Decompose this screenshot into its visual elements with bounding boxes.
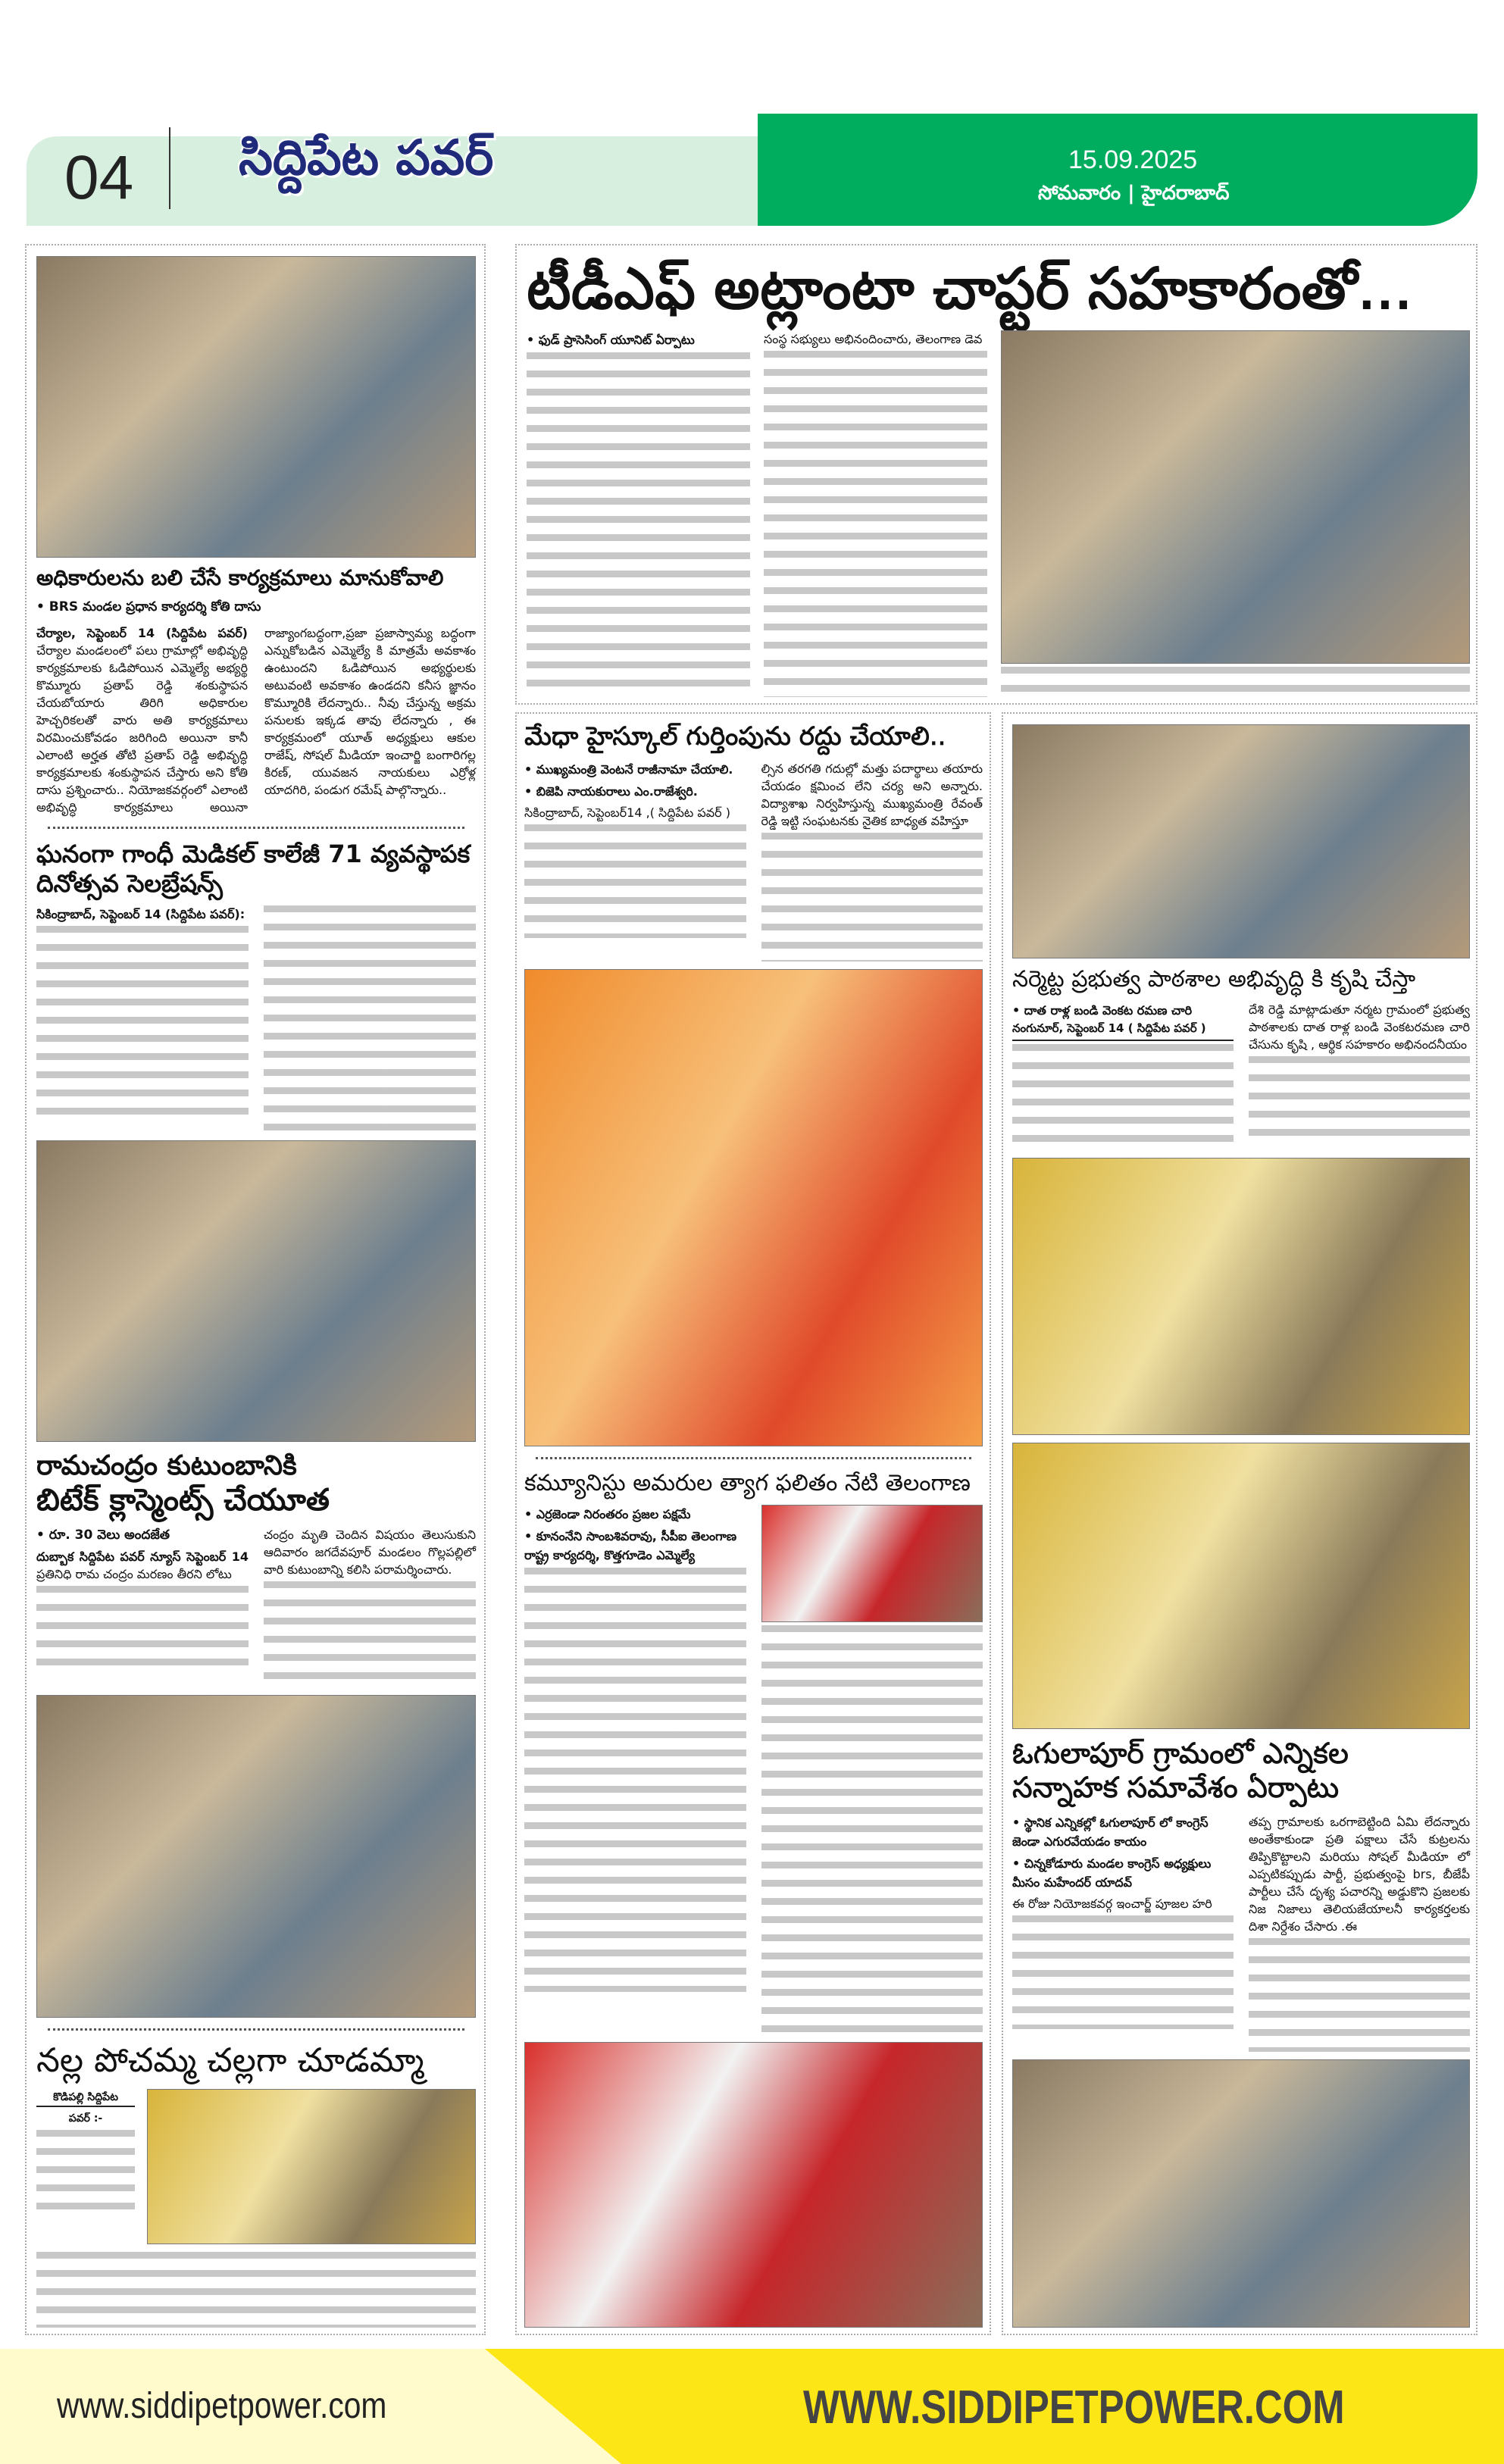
headline-a4: నల్ల పోచమ్మ చల్లగా చూడమ్మా	[36, 2041, 424, 2081]
article-photo-narmetta-school	[1012, 724, 1470, 958]
masthead-logo: సిద్దిపేట పవర్	[239, 130, 494, 186]
a5-bullet: • ఫుడ్ ప్రాసెసింగ్ యూనిట్ ఏర్పాటు	[527, 330, 750, 349]
issue-date: 15.09.2025	[1068, 145, 1198, 174]
a9-body	[1012, 1813, 1470, 2052]
a7-body-text	[524, 1568, 746, 1992]
a5-photo-caption	[1001, 667, 1470, 697]
a2-body-text	[36, 926, 249, 1123]
divider	[48, 827, 464, 829]
left-column	[36, 256, 476, 2328]
a3-body-text-lead: ప్రతినిధి రామ చంద్రం మరణం తీరని లోటు	[36, 1567, 232, 1582]
a3-body-right-text: చంద్రం మృతి చెందిన విషయం తెలుసుకుని ఆదివారం జగదేవపూర్ మండలం గొల్లపల్లిలో వారి కుటుంబాన్ని కలిసి పరామర్శించారు.	[264, 1527, 476, 1578]
a5-photo-cell	[1001, 330, 1470, 697]
a7-bullet: • ఎర్రజెండా నిరంతరం ప్రజల పక్షమే	[524, 1505, 746, 1524]
a1-bullet: • BRS మండల ప్రధాన కార్యదర్శి కోతి దాసు	[36, 598, 476, 617]
a4-body-text	[36, 2252, 476, 2328]
headline-a3-line1: రామచంద్రం కుటుంబానికి	[36, 1449, 297, 1481]
article-photo-bjp-leaders	[524, 969, 983, 1446]
a8-body-right-text: దేశి రెడ్డి మాట్లాడుతూ నర్మట గ్రామంలో ప్రభుత్వ పాఠశాలకు దాత రాళ్ల బండి వెంకటరమణ చారి చేసును కృషి , ఆర్థిక సహకారం అభినందనీయం	[1249, 1002, 1470, 1052]
a6-body-text	[761, 833, 983, 962]
a2-body-right	[264, 905, 476, 1133]
a8-body-text	[1012, 1044, 1234, 1150]
divider	[48, 2028, 464, 2031]
a3-text	[36, 1548, 249, 1583]
a7-body	[524, 1505, 983, 2034]
a3-body-right	[264, 1526, 476, 1687]
a7-body-right	[761, 1505, 983, 2034]
a3-dateline: దుబ్బాక సిద్దిపేట పవర్ న్యూస్ సెప్టెంబర్ 14	[36, 1549, 249, 1565]
a7-body-left	[524, 1505, 746, 2034]
headline-a3-line2: బిటేక్ క్లాస్మెంట్స్ చేయూత	[36, 1483, 330, 1518]
a2-dateline: సికింద్రాబాద్, సెప్టెంబర్ 14 (సిద్దిపేట పవర్):	[36, 907, 245, 922]
a5-body-middle	[764, 330, 987, 697]
headline-a2: ఘనంగా గాంధీ మెడికల్ కాలేజీ 71 వ్యవస్థాపక దినోత్సవ సెలబ్రేషన్స్	[36, 840, 471, 898]
a5-body-text	[764, 351, 987, 697]
a8-subheads	[1012, 1001, 1234, 1041]
article-photo-brs-leaders	[36, 256, 476, 558]
a3-bullet: • రూ. 30 వెలు అందజేత	[36, 1526, 249, 1545]
headline-a6: మేధా హైస్కూల్ గుర్తింపును రద్దు చేయాలి..	[524, 721, 946, 752]
a5-body-left	[527, 330, 750, 697]
a6-body-right	[761, 760, 983, 962]
a5-body-text	[527, 352, 750, 697]
a1-dateline: చేర్యాల, సెప్టెంబర్ 14 (సిద్దిపేట పవర్)	[36, 626, 248, 641]
a8-body-left	[1012, 1001, 1234, 1150]
article-photo-congress-meeting	[1012, 2059, 1470, 2328]
article-photo-pochamma-temple	[147, 2089, 476, 2244]
article-photo-cpi-meeting	[761, 1505, 983, 1622]
a8-body-right	[1249, 1001, 1470, 1150]
a5-body	[527, 330, 1470, 697]
right-column	[1012, 724, 1470, 2328]
headline-a3	[36, 1449, 476, 1518]
a6-body-text	[524, 824, 746, 938]
a8-body	[1012, 1001, 1470, 1150]
header-divider	[169, 127, 170, 209]
a9-body-text	[1249, 1938, 1470, 2052]
headline-a7: కమ్యూనిస్టు అమరుల త్యాగ ఫలితం నేటి తెలంగాణ	[524, 1469, 971, 1496]
a6-body	[524, 760, 983, 962]
a9-body-text-lead: ఈ రోజు నియోజకవర్గ ఇంచార్జ్ పూజల హరి	[1012, 1896, 1212, 1911]
headline-a8: నర్మెట్ట ప్రభుత్వ పాఠశాల అభివృద్ధి కి కృషి చేస్తా	[1012, 966, 1416, 993]
article-photo-food-processing-unit	[1001, 330, 1470, 664]
a4-body	[36, 2089, 476, 2244]
a3-body	[36, 1526, 476, 1687]
a2-body	[36, 905, 476, 1133]
a6-bullet: • ముఖ్యమంత్రి వెంటనే రాజీనామా చేయాలి.	[524, 760, 746, 779]
a2-body-text	[264, 905, 476, 1133]
a3-body-left	[36, 1526, 249, 1687]
a9-body-right-text: తప్ప గ్రామాలకు ఒరగాబెట్టింది ఏమి లేదన్నారు అంతేకాకుండా ప్రతి పక్షాలు చేసే కుట్రలను తిప్పికొట్టాలని మరియు సోషల్ మీడియా లో ఎప్పటికప్పుడు పార్టీ, ప్రభుత్వంపై brs, బీజేపీ పార్టీలు చేసే దృశ్య పచారన్ని అడ్డుకొని ప్రజలకు నిజ నిజాలు తెలియజేయాలనీ కార్యకర్తలకు దిశా నిర్దేశం చేసారు .ఈ	[1249, 1814, 1470, 1934]
a4-body-text	[36, 2130, 135, 2221]
article-photo-gandhi-medical	[36, 1140, 476, 1442]
headline-a9-line2: సన్నాహక సమావేశం ఏర్పాటు	[1012, 1771, 1340, 1805]
article-photo-cpi-rally	[524, 2042, 983, 2328]
a9-bullet: • చిన్నకోడూరు మండల కాంగ్రెస్ అధ్యక్షులు మీసం మహేందర్ యాదవ్	[1012, 1854, 1234, 1892]
article-photo-school-gate	[1012, 1158, 1470, 1435]
a8-body-text	[1249, 1056, 1470, 1147]
footer-website-link[interactable]: www.siddipetpower.com	[57, 2386, 387, 2426]
a9-bullet: • స్థానిక ఎన్నికల్లో ఓగులాపూర్ లో కాంగ్రెస్ జెండా ఎగురవేయడం కాయం	[1012, 1813, 1234, 1851]
a9-body-left	[1012, 1813, 1234, 2052]
middle-column	[524, 721, 983, 2328]
page-number: 04	[64, 143, 134, 212]
article-photo-foundation-ceremony	[1012, 1443, 1470, 1729]
a6-dateline: సికింద్రాబాద్, సెప్టెంబర్14 ,( సిద్దిపేట పవర్ )	[524, 805, 730, 820]
a3-body-text	[264, 1581, 476, 1687]
a1-text: చేర్యాల మండలంలో పలు గ్రామాల్లో అభివృద్ధి కార్యక్రమాలకు ఓడిపోయిన ఎమ్మెల్యే అభ్యర్థి కొమ్మూరు ప్రతాప్ రెడ్డి శంకుస్థాపన చేయబోయారు తిరిగి అధికారుల హెచ్చరికలతో వారు అతి కార్యక్రమాలు విరమించుకోవడం జరిగింది అయినా కానీ ఎలాంటి అర్హత తోటి ప్రతాప్ రెడ్డి అభివృద్ధి కార్యక్రమాలకు శంకుస్థాపన చేస్తారు అని కోతి దాసు ప్రశ్నించారు.. నియోజకవర్గంలో ఎలాంటి అభివృద్ధి కార్యక్రమాలు అయినా రాజ్యాంగబద్ధంగా,ప్రజా ప్రజాస్వామ్య బద్ధంగా ఎన్నుకోబడిన ఎమ్మెల్యే కి మాత్రమే అవకాశం ఉంటుందని ఓడిపోయిన అభ్యర్థులకు అటువంటి అవకాశం ఉండదని కనీస జ్ఞానం కొమ్మూరికి లేదన్నారు.. నీవు చేస్తున్న అక్రమ పనులకు ఇక్కడ తావు లేదన్నారు , ఈ కార్యక్రమంలో యూత్ అధ్యక్షులు ఆకుల రాజేష్, సోషల్ మీడియా ఇంచార్జి బంగారిగల్ల కిరణ్, యువజన నాయకులు ఎర్రోళ్ల యాదగిరి, పండుగ రమేష్ పాల్గొన్నారు..	[36, 626, 476, 815]
a5-body-right: సంస్థ సభ్యులు అభినందించారు, తెలంగాణ డెవ	[764, 332, 983, 347]
a9-body-text	[1012, 1915, 1234, 2029]
headline-a1: అధికారులను బలి చేసే కార్యక్రమాలు మానుకోవాలి	[36, 564, 444, 590]
a4-byline2: పవర్ :-	[68, 2112, 103, 2125]
a8-bullet: • దాత రాళ్ల బండి వెంకట రమణ చారి	[1012, 1001, 1234, 1020]
a1-body	[36, 624, 476, 816]
a6-body-right-text: ల్సిన తరగతి గదుల్లో మత్తు పదార్థాలు తయారు చేయడం క్షమించ లేని చర్య అని అన్నారు. విద్యాశాఖ నిర్వహిస్తున్న ముఖ్యమంత్రి రేవంత్ రెడ్డి ఇట్టి సంఘటనకు నైతిక బాధ్యత వహిస్తూ	[761, 761, 983, 828]
top-feature	[527, 254, 1470, 697]
a8-dateline: నంగునూర్, సెప్టెంబర్ 14 ( సిద్దిపేట పవర్ )	[1012, 1021, 1206, 1036]
a6-bullet: • బిజెపి నాయకురాలు ఎం.రాజేశ్వరి.	[524, 782, 746, 801]
headline-a5: టీడీఎఫ్ అట్లాంటా చాప్టర్ సహకారంతో...	[527, 255, 1413, 322]
a6-body-left	[524, 760, 746, 962]
divider	[536, 1457, 971, 1459]
a7-body-text	[761, 1625, 983, 2034]
a4-body-left	[36, 2089, 135, 2244]
issue-day-place: సోమవారం | హైదరాబాద్	[1038, 182, 1230, 205]
a3-body-text	[36, 1586, 249, 1677]
headline-a9-line1: ఓగులాపూర్ గ్రామంలో ఎన్నికల	[1012, 1736, 1349, 1770]
a7-bullet: • కూనంనేని సాంబశివరావు, సీపీఐ తెలంగాణ రాష్ట్ర కార్యదర్శి, కొత్తగూడెం ఎమ్మెల్యే	[524, 1527, 746, 1565]
a2-body-left	[36, 905, 249, 1133]
a4-byline: కొడిపల్లి సిద్దిపేట	[36, 2089, 135, 2107]
headline-a9	[1012, 1737, 1470, 1806]
a9-body-right	[1249, 1813, 1470, 2052]
footer-website-banner[interactable]: WWW.SIDDIPETPOWER.COM	[803, 2381, 1345, 2434]
article-photo-family-support	[36, 1695, 476, 2018]
